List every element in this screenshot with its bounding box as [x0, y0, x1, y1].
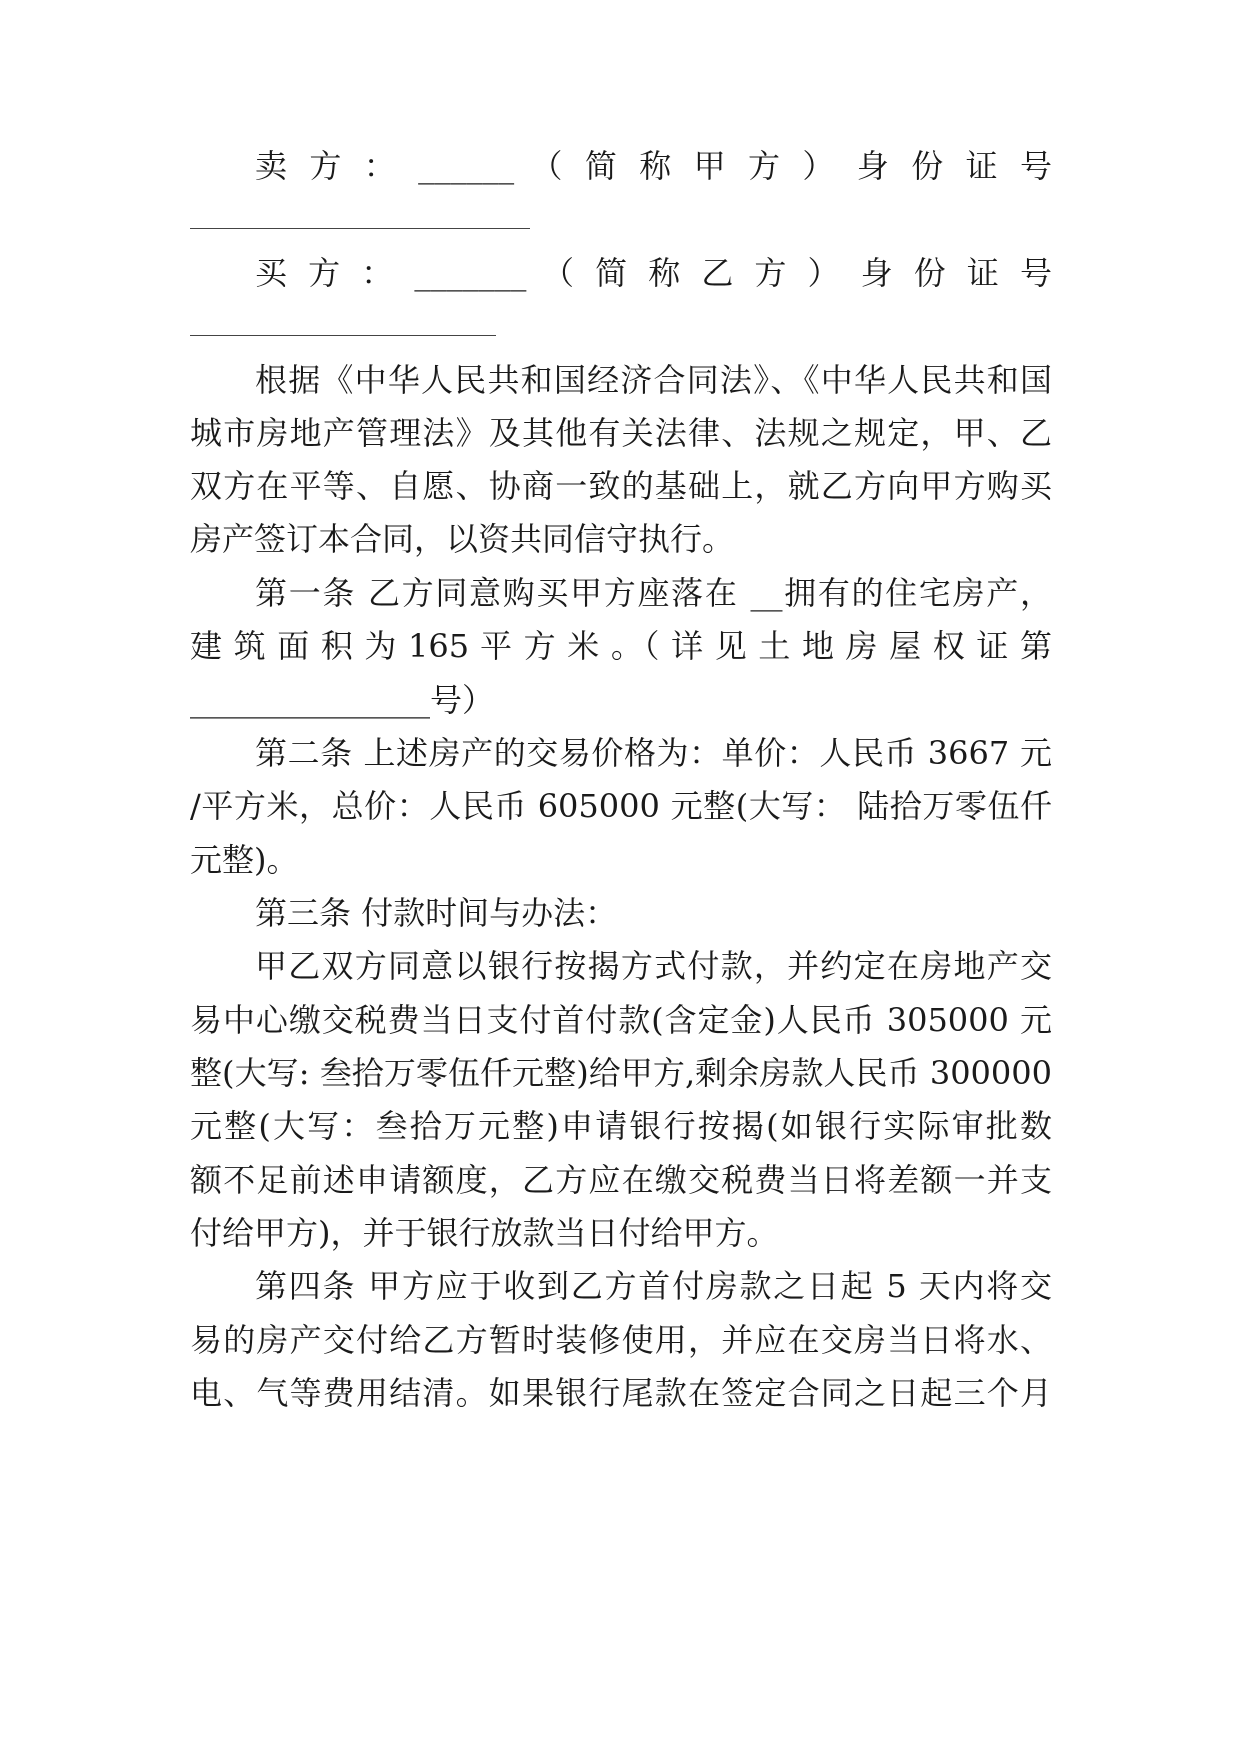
article3-line: 易中心缴交税费当日支付首付款(含定金)人民币 305000 元 [190, 1001, 1052, 1039]
article3-line: 付给甲方)，并于银行放款当日付给甲方。 [190, 1214, 779, 1252]
article1-line: 建 筑 面 积 为 165 平 方 米 。（ 详 见 土 地 房 屋 权 证 第 [190, 627, 1052, 665]
buyer-id-blank [190, 335, 496, 336]
article4-line: 电、气等费用结清。如果银行尾款在签定合同之日起三个月 [190, 1374, 1052, 1412]
article4-line: 易的房产交付给乙方暂时装修使用，并应在交房当日将水、 [190, 1321, 1052, 1359]
seller-line: 卖 方 ： ______ （ 简 称 甲 方 ） 身 份 证 号 [255, 147, 1052, 185]
article2-line: 第二条 上述房产的交易价格为：单价：人民币 3667 元 [255, 734, 1052, 772]
preamble-line: 双方在平等、自愿、协商一致的基础上，就乙方向甲方购买 [190, 467, 1052, 505]
article4-line: 第四条 甲方应于收到乙方首付房款之日起 5 天内将交 [255, 1267, 1052, 1305]
article3-heading: 第三条 付款时间与办法： [255, 894, 618, 932]
article3-line: 额不足前述申请额度，乙方应在缴交税费当日将差额一并支 [190, 1161, 1052, 1199]
preamble-line: 根据《中华人民共和国经济合同法》、《中华人民共和国 [255, 361, 1052, 399]
article2-line: 元整)。 [190, 841, 299, 879]
article1-line: 第一条 乙方同意购买甲方座落在 __拥有的住宅房产， [255, 574, 1052, 612]
article3-line: 整(大写: 叁拾万零伍仟元整)给甲方,剩余房款人民币 300000 [190, 1054, 1052, 1092]
preamble-line: 房产签订本合同，以资共同信守执行。 [190, 520, 735, 558]
article2-line: /平方米，总价：人民币 605000 元整(大写： 陆拾万零伍仟 [190, 787, 1052, 825]
preamble-line: 城市房地产管理法》及其他有关法律、法规之规定，甲、乙 [190, 414, 1052, 452]
article1-line: _______________号） [190, 681, 495, 719]
buyer-line: 买 方 ： _______ （ 简 称 乙 方 ） 身 份 证 号 [255, 254, 1052, 292]
article3-line: 甲乙双方同意以银行按揭方式付款，并约定在房地产交 [255, 947, 1052, 985]
article3-line: 元整(大写：叁拾万元整)申请银行按揭(如银行实际审批数 [190, 1107, 1052, 1145]
seller-id-blank [190, 228, 530, 229]
